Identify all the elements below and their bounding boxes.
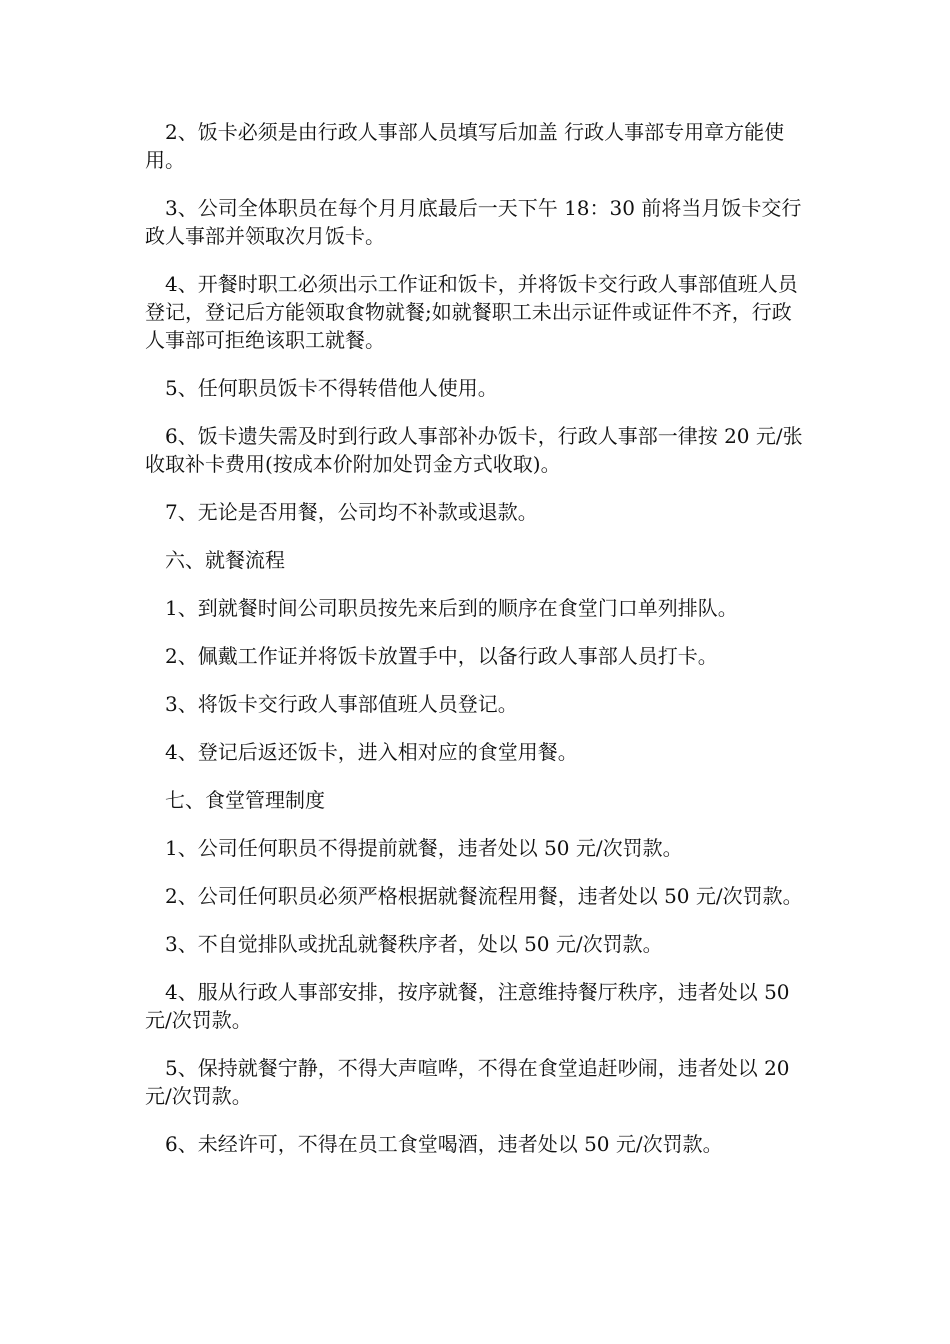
paragraph-no-refund: 7、无论是否用餐，公司均不补款或退款。 [165, 500, 538, 524]
paragraph-card-stamp: 2、饭卡必须是由行政人事部人员填写后加盖 行政人事部专用章方能使用。 [145, 120, 785, 172]
paragraph-show-id-and-card: 4、开餐时职工必须出示工作证和饭卡，并将饭卡交行政人事部值班人员登记，登记后方能领取食物就餐;如就餐职工未出示证件或证件不齐，行政人事部可拒绝该职工就餐。 [145, 272, 798, 352]
section-heading-canteen-rules: 七、食堂管理制度 [165, 788, 325, 812]
paragraph-card-monthly-exchange: 3、公司全体职员在每个月月底最后一天下午 18：30 前将当月饭卡交行政人事部并领取次月饭卡。 [145, 196, 802, 248]
paragraph-rule-no-alcohol: 6、未经许可，不得在员工食堂喝酒，违者处以 50 元/次罚款。 [165, 1132, 723, 1156]
paragraph-lost-card-fee: 6、饭卡遗失需及时到行政人事部补办饭卡，行政人事部一律按 20 元/张收取补卡费用(按成本价附加处罚金方式收取)。 [145, 424, 803, 476]
paragraph-rule-no-early-dining: 1、公司任何职员不得提前就餐，违者处以 50 元/次罚款。 [165, 836, 683, 860]
paragraph-return-card: 4、登记后返还饭卡，进入相对应的食堂用餐。 [165, 740, 578, 764]
paragraph-rule-obey-arrangement: 4、服从行政人事部安排，按序就餐，注意维持餐厅秩序，违者处以 50 元/次罚款。 [145, 980, 790, 1032]
document-body [145, 118, 807, 1178]
paragraph-register-card: 3、将饭卡交行政人事部值班人员登记。 [165, 692, 518, 716]
paragraph-rule-follow-process: 2、公司任何职员必须严格根据就餐流程用餐，违者处以 50 元/次罚款。 [165, 884, 803, 908]
paragraph-rule-keep-quiet: 5、保持就餐宁静，不得大声喧哗，不得在食堂追赶吵闹，违者处以 20 元/次罚款。 [145, 1056, 790, 1108]
paragraph-no-lending: 5、任何职员饭卡不得转借他人使用。 [165, 376, 498, 400]
paragraph-queue-in-order: 1、到就餐时间公司职员按先来后到的顺序在食堂门口单列排队。 [165, 596, 738, 620]
paragraph-rule-queue-order: 3、不自觉排队或扰乱就餐秩序者，处以 50 元/次罚款。 [165, 932, 663, 956]
paragraph-wear-id: 2、佩戴工作证并将饭卡放置手中，以备行政人事部人员打卡。 [165, 644, 718, 668]
section-heading-dining-process: 六、就餐流程 [165, 548, 285, 572]
